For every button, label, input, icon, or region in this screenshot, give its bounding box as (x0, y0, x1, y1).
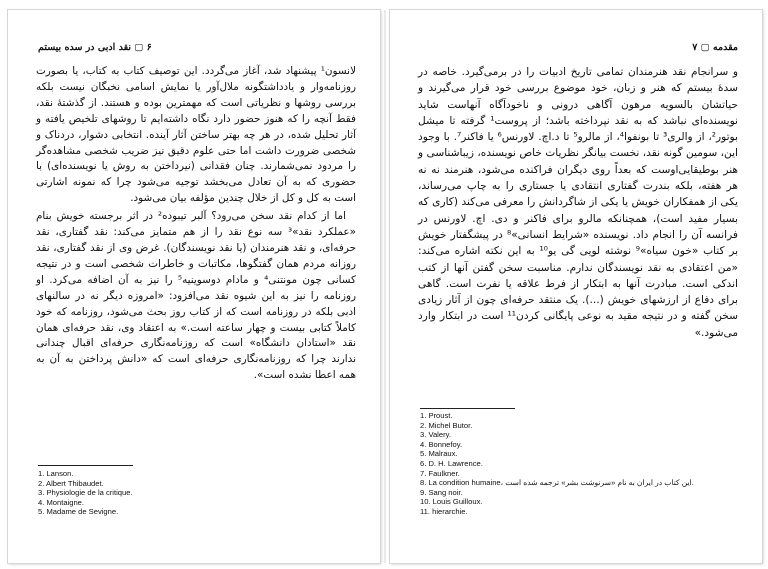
footnote: 6. D. H. Lawrence. (420, 458, 483, 468)
footnote: 4. Montaigne. (38, 497, 85, 507)
footnote: 1. Proust. (420, 411, 453, 420)
footnote: 1. Lanson. (38, 469, 74, 478)
footnote: 2. Albert Thibaudet. (38, 478, 104, 488)
footnote: 3. Physiologie de la critique. (38, 488, 133, 498)
right-footnotes (420, 411, 720, 517)
right-page-header (390, 42, 762, 56)
right-body-text (418, 64, 738, 341)
left-paragraph-2: اما از کدام نقد سخن می‌رود؟ آلبر تیبوده² در اثر برجسته خویش بنام «عملکرد نقد»³ سه نوع نقد را از هم متمایز می‌کند: نقد گفتاری، نقد حرفه‌ای، و نقد هنرمندان (یا نقد نویسندگان). غرض وی از نقد گفتاری، نقد روزانه مردم همان گفتگوها، مکاتبات و خاطرات شخصی است و در نتیجه کسانی چون مونتنی⁴ و مادام دوسوینیه⁵ را نیز به آن اضافه می‌کرد. او روزنامه را نیز به این شیوه نقد می‌افزود: «امروزه دیگر نه در سالنهای ادبی بلکه در روزنامه است که از کتاب روز بحث می‌شود، روزنامه که خود کاملاً کتابی بیست و چهار ساعته است.» به اعتقاد وی، نقد حرفه‌ای همان نقد «استادان دانشگاه» است که روزنامه‌نگاری حرفه‌ای اقبال چندانی ندارند چرا که روزنامه‌نگاری حرفه‌ای است که «دانش پرداختن به آن به همه اعطا نشده است». (36, 210, 357, 382)
footnote: 8. La condition humaine، این کتاب در ایران به نام «سرنوشت بشر» ترجمه شده است. (420, 478, 694, 488)
footnote: 7. Faulkner. (420, 468, 460, 478)
footnote: 3. Valery. (420, 430, 451, 440)
footnote: 4. Bonnefoy. (420, 439, 463, 449)
left-footnote-rule (38, 465, 133, 466)
right-paragraph-1: و سرانجام نقد هنرمندان تمامی تاریخ ادبیات را در برمی‌گیرد. خاصه در سدهٔ بیستم که هنر و زبان، خود موضوع بررسی خود قرار می‌گیرند و حیاتشان بالسویه مرهون آگاهی درونی و ناخودآگاه آنهاست شاید نویسنده‌ای نباشد که به نقد نپرداخته باشد؛ از پروست¹ گرفته تا میشل بوتور²، از والری³ تا بونفوا⁴، از مالرو⁵ تا د.اچ. لاورنس⁶ یا فاکنر⁷. با وجود این، سومین گونه نقد، نخست بیانگر نظریات خاص نویسنده، زیباشناسی و هنر بوطیقایی‌اوست که بعداً روی دیگران فراکنده می‌شود، هنرمند نه نه هر هفته، بلکه بندرت گفتاری انتقادی یا جستاری را به چاپ می‌رساند، یکی از همفکاران خویش یا یکی از شاگردانش را معرفی می‌کند (کاری که بسیار مفید است)، همچنانکه مالرو برای فاکنر و دی. اچ. لاورنس در فرانسه آن را انجام داد. نویسنده «شرایط انسانی»⁸ در پیشگفتار خویش بر کتاب «خون سیاه»⁹ نوشته لویی گی یو¹⁰ به این نکته اشاره می‌کند: «من اعتقادی به نقد نویسندگان ندارم. مناسبت سخن گفتن آنها از کتب اندکی است. مبادرت آنها به ابتکار از فرط علاقه یا نفرت است. گاهی برای دفاع از ارزشهای خویش (...). یک منتقد حرفه‌ای چون از آثار زیادی سخن گفته و در نتیجه مقید به نوعی پایگانی کردن¹¹ است در ابتکار وارد می‌شود.» (418, 66, 739, 339)
right-header-title: مقدمه ▢ (700, 42, 738, 53)
footnote: 5. Malraux. (420, 449, 458, 459)
footnote: 5. Madame de Sevigne. (38, 507, 119, 517)
footnote: 2. Michel Butor. (420, 420, 473, 430)
book-spine (384, 10, 386, 563)
right-running-head (692, 42, 738, 53)
left-page-number: ۶ (146, 42, 152, 53)
right-page (390, 10, 762, 563)
left-footnotes (38, 469, 338, 517)
left-running-head (38, 42, 152, 53)
footnote: 11. hierarchie. (420, 506, 468, 516)
left-page-header (8, 42, 380, 56)
footnote: 9. Sang noir. (420, 487, 463, 497)
right-page-number: ۷ (692, 42, 698, 53)
left-paragraph-1: لانسون¹ پیشنهاد شد، آغاز می‌گردد. این توصیف کتاب به کتاب، یا بصورت روزنامه‌وار و یادداشتگونه ملال‌آور یا نمایش اسامی نخبگان نیست بلکه بررسی روشها و نظریاتی است که مهمترین بوده و هستند. از گذشتهٔ نقد، فقط آنچه را که هنوز حضور دارد نگاه داشته‌ایم تا روشهای تلخیص یافته و آثار تحلیل شده، در هر چه بهتر ساختن آثار آینده. انتخابی دشوار، دردناک و شخصی ضرورت داشت اما حتی علوم دقیق نیز ضریب شخصی مشاهده‌گر را مردود نمی‌شمارند. چنان فقدانی (نیرداختن به روش یا نویسنده‌ای) با حضوری که به آن تعادل می‌بخشد توجیه می‌شود چرا که نمونه اشارتی است به کل و کل از خلال چندین مؤلفه بیان می‌شود. (36, 65, 356, 205)
left-header-title: ▢ نقد ادبی در سده بیستم (38, 42, 144, 53)
left-body-text (36, 64, 356, 384)
left-page (8, 10, 380, 563)
right-footnote-rule (420, 408, 515, 409)
footnote: 10. Louis Guilloux. (420, 497, 483, 507)
